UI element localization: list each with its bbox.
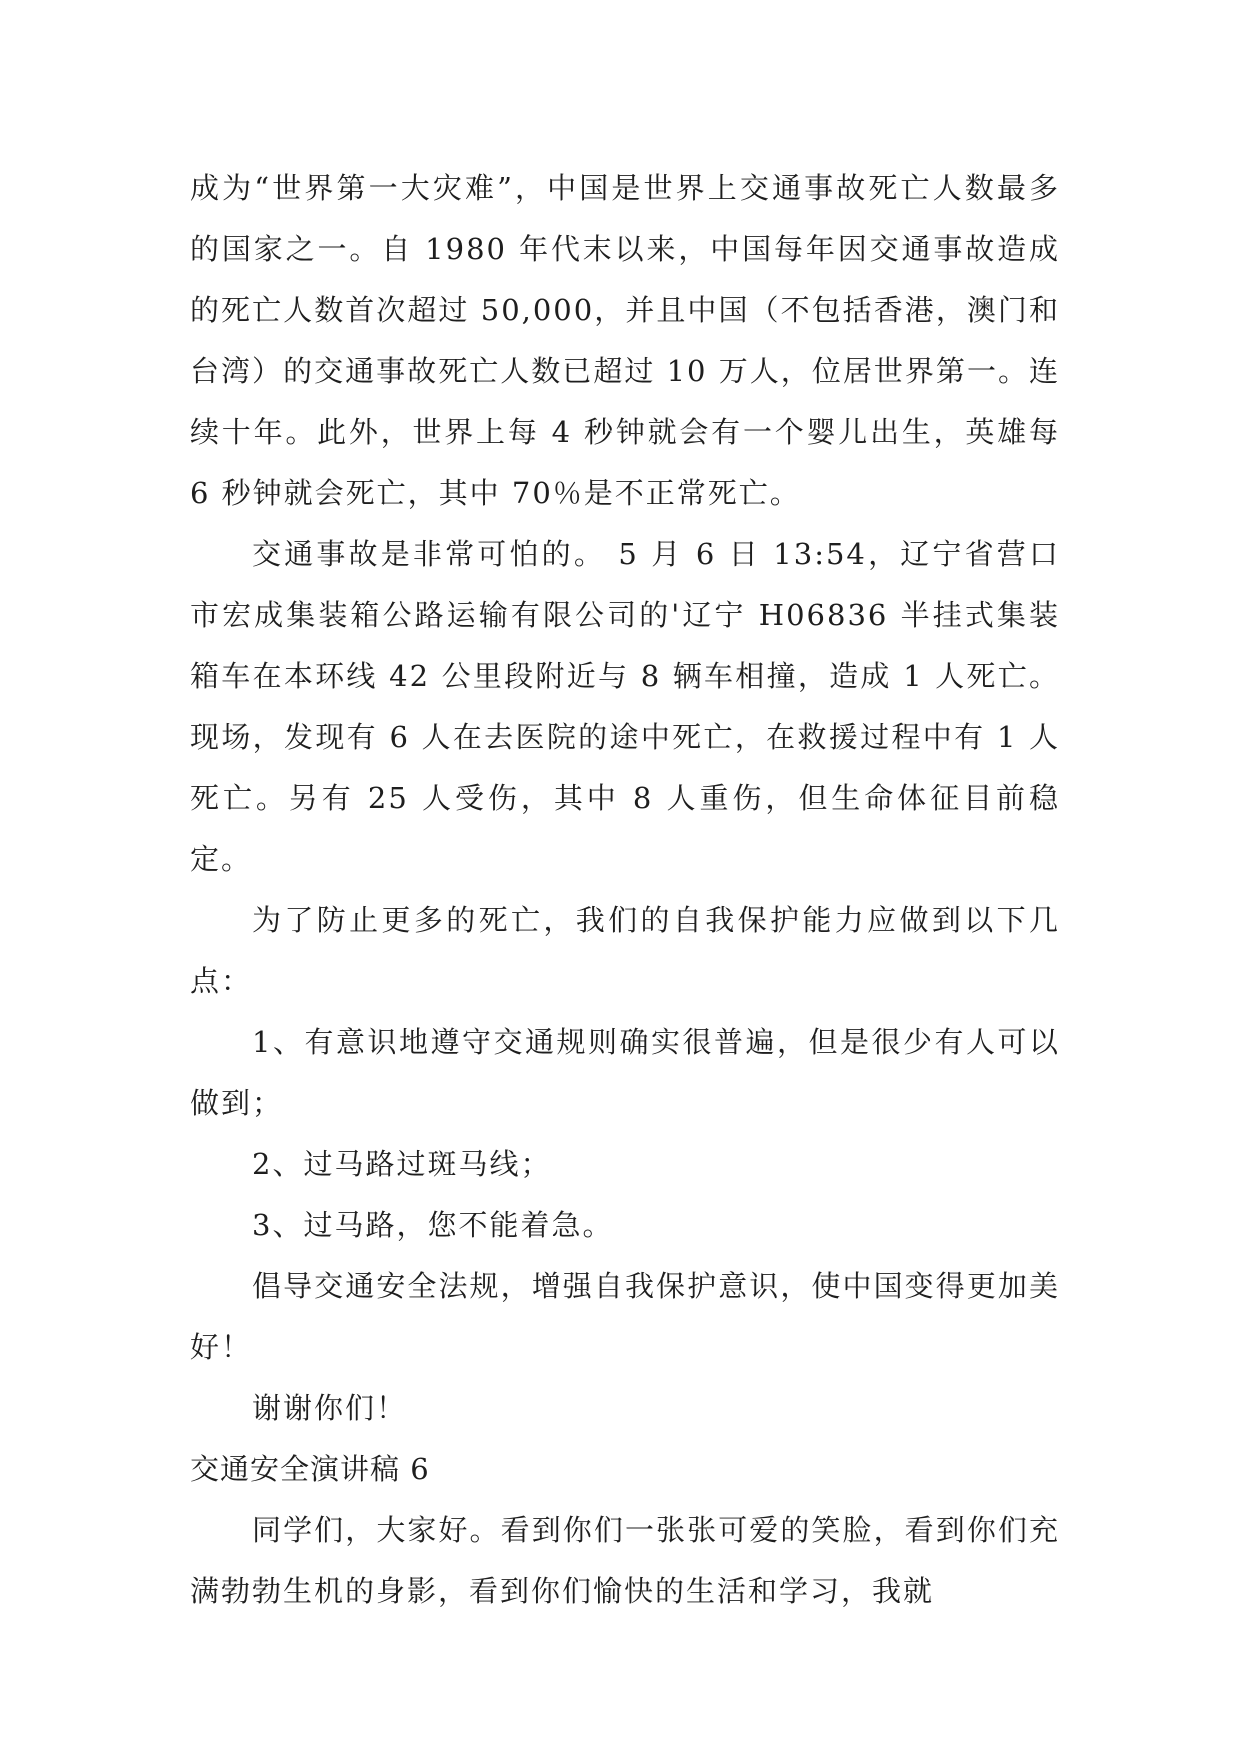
list-item-3: 3、过马路，您不能着急。 xyxy=(252,1208,614,1242)
paragraph-call-to-action: 倡导交通安全法规，增强自我保护意识，使中国变得更加美好！ xyxy=(190,1269,1060,1364)
list-item-2: 2、过马路过斑马线； xyxy=(252,1147,552,1181)
list-item-1: 1、有意识地遵守交通规则确实很普遍，但是很少有人可以做到； xyxy=(190,1025,1060,1120)
paragraph-prevention-intro: 为了防止更多的死亡，我们的自我保护能力应做到以下几点： xyxy=(190,903,1060,998)
paragraph-greeting: 同学们，大家好。看到你们一张张可爱的笑脸，看到你们充满勃勃生机的身影，看到你们愉快的生活和学习，我就 xyxy=(190,1513,1060,1608)
paragraph-accident-report: 交通事故是非常可怕的。 5 月 6 日 13:54，辽宁省营口市宏成集装箱公路运输有限公司的'辽宁 H06836 半挂式集装箱车在本环线 42 公里段附近与 8 辆车相撞，造成 1 人死亡。现场，发现有 6 人在去医院的途中死亡，在救援过程中有 1 人死亡。另有 25 人受伤，其中 8 人重伤，但生命体征目前稳定。 xyxy=(190,537,1060,876)
document-body xyxy=(190,158,1060,1622)
paragraph-statistics: 成为“世界第一大灾难”，中国是世界上交通事故死亡人数最多的国家之一。自 1980 年代末以来，中国每年因交通事故造成的死亡人数首次超过 50,000，并且中国（不包括香港，澳门和台湾）的交通事故死亡人数已超过 10 万人，位居世界第一。连续十年。此外，世界上每 4 秒钟就会有一个婴儿出生，英雄每 6 秒钟就会死亡，其中 70％是不正常死亡。 xyxy=(190,171,1060,510)
section-heading: 交通安全演讲稿 6 xyxy=(190,1452,430,1486)
paragraph-thanks: 谢谢你们！ xyxy=(252,1391,408,1425)
